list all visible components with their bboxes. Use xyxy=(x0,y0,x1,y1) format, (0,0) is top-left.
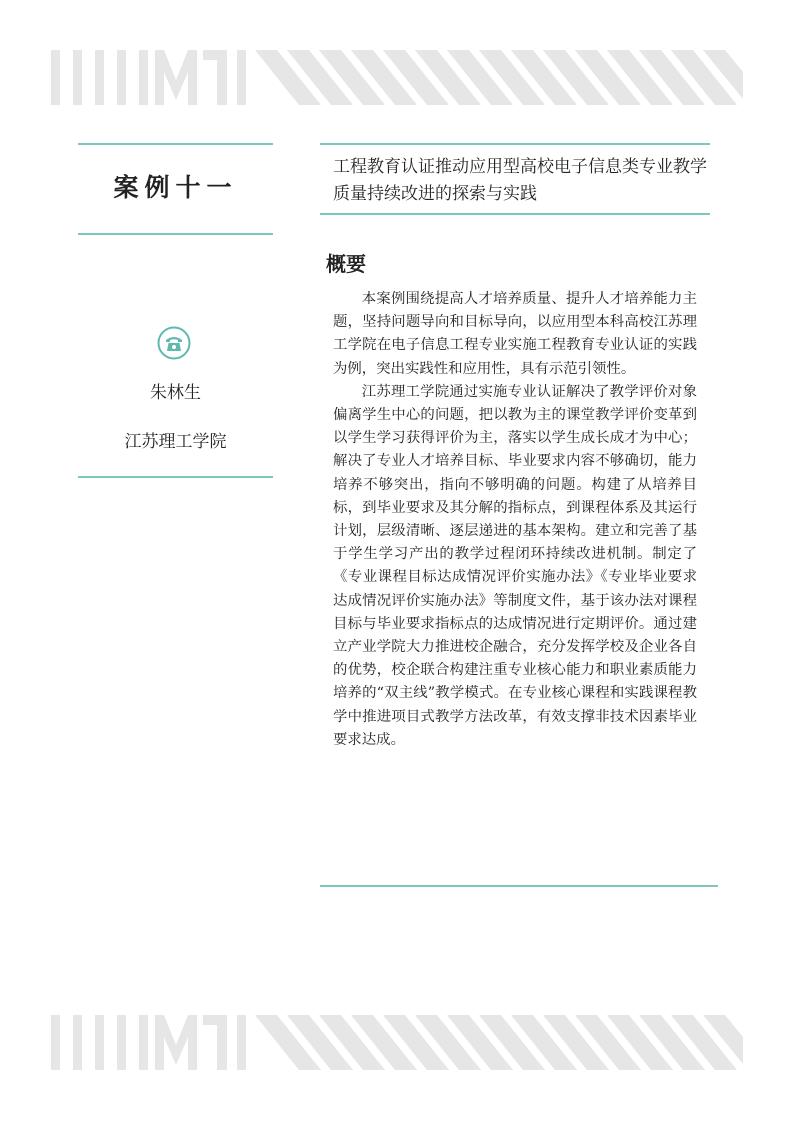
left-top-rule xyxy=(78,143,273,145)
abstract-body xyxy=(333,288,697,752)
abstract-paragraph: 本案例围绕提高人才培养质量、提升人才培养能力主题，坚持问题导向和目标导向，以应用型本科高校江苏理工学院在电子信息工程专业实施工程教育专业认证的实践为例，突出实践性和应用性，具有示范引领性。 xyxy=(333,291,697,377)
case-label: 案例十一 xyxy=(113,173,238,202)
case-title: 工程教育认证推动应用型高校电子信息类专业教学质量持续改进的探索与实践 xyxy=(333,157,707,204)
title-bottom-rule xyxy=(320,213,710,215)
left-mid-rule xyxy=(78,233,273,235)
author-institution: 江苏理工学院 xyxy=(124,432,227,452)
section-heading: 概要 xyxy=(326,252,366,276)
author-name: 朱林生 xyxy=(150,383,201,403)
phone-icon xyxy=(157,326,191,360)
title-top-rule xyxy=(320,143,710,145)
decorative-stripe-band-top xyxy=(51,50,743,105)
decorative-stripe-band-bottom xyxy=(51,1015,743,1070)
content-bottom-rule xyxy=(320,885,718,887)
abstract-paragraph: 江苏理工学院通过实施专业认证解决了教学评价对象偏离学生中心的问题，把以教为主的课堂教学评价变革到以学生学习获得评价为主，落实以学生成长成才为中心；解决了专业人才培养目标、毕业要求内容不够确切，能力培养不够突出，指向不够明确的问题。构建了从培养目标，到毕业要求及其分解的指标点，到课程体系及其运行计划，层级清晰、逐层递进的基本架构。建立和完善了基于学生学习产出的教学过程闭环持续改进机制。制定了《专业课程目标达成情况评价实施办法》《专业毕业要求达成情况评价实施办法》等制度文件，基于该办法对课程目标与毕业要求指标点的达成情况进行定期评价。通过建立产业学院大力推进校企融合，充分发挥学校及企业各自的优势，校企联合构建注重专业核心能力和职业素质能力培养的“双主线”教学模式。在专业核心课程和实践课程教学中推进项目式教学方法改革，有效支撑非技术因素毕业要求达成。 xyxy=(333,383,697,748)
left-bottom-rule xyxy=(78,476,273,478)
